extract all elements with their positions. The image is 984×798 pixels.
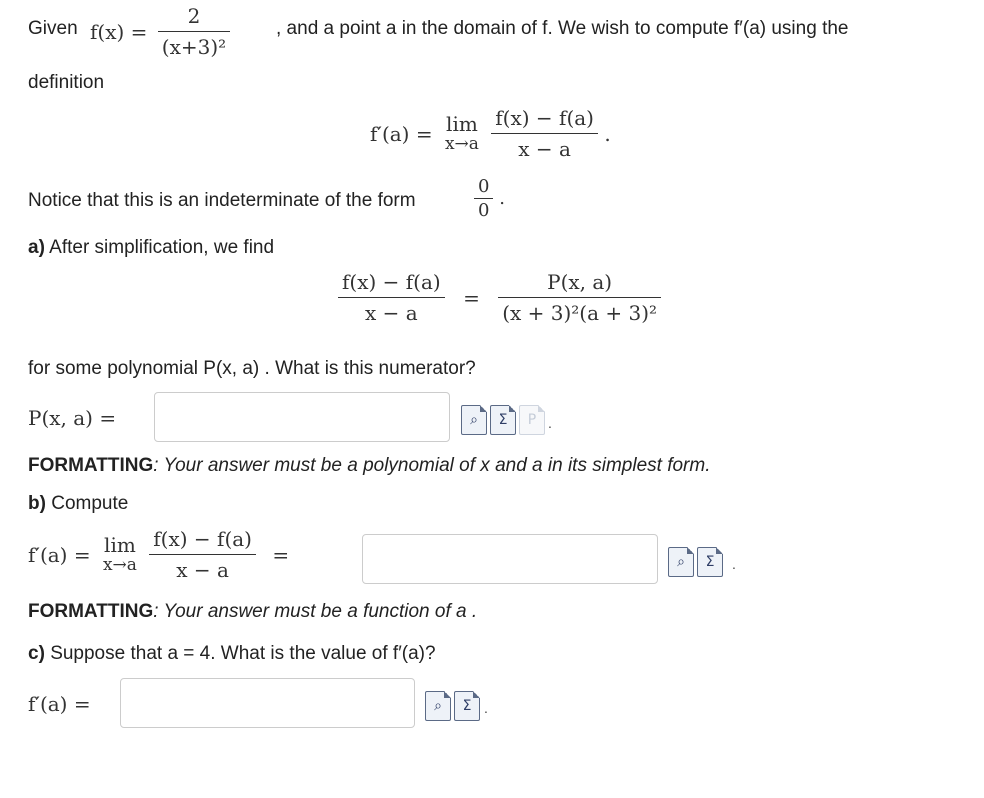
- part-c-period: .: [484, 700, 488, 716]
- part-b-formatting-text: : Your answer must be a function of a .: [153, 601, 478, 622]
- definition-fraction-bar: [491, 133, 598, 134]
- part-a-input-label: P(x, a) =: [28, 406, 117, 430]
- part-b-formatting-label: FORMATTING: [28, 601, 154, 622]
- indeterminate-num: 0: [478, 176, 490, 197]
- p-answer-input[interactable]: [154, 392, 450, 442]
- part-a-label: a): [28, 237, 45, 258]
- part-b-heading: [28, 493, 128, 515]
- part-a-heading: [28, 237, 274, 259]
- part-b-equals: =: [272, 542, 290, 567]
- part-b-denominator: x − a: [176, 558, 229, 582]
- part-a-formatting-label: FORMATTING: [28, 455, 154, 476]
- sigma-glyph: Σ: [705, 554, 715, 570]
- definition-lim-sub: x→a: [444, 134, 479, 154]
- part-a-equals: =: [463, 285, 480, 310]
- part-a-lhs-fraction: [338, 270, 445, 325]
- part-b-fraction-bar: [149, 554, 256, 555]
- definition-lhs: f′(a) =: [370, 121, 433, 146]
- part-a-lhs-bar: [338, 297, 445, 298]
- fx-lhs: f(x) =: [90, 19, 148, 44]
- p-glyph: P: [527, 412, 537, 428]
- preview-glyph: ⌕: [434, 698, 442, 714]
- part-a-rhs-fraction: [498, 270, 661, 325]
- part-a-lhs-denominator: x − a: [365, 301, 418, 325]
- indeterminate-bar: [474, 198, 493, 199]
- equation-editor-icon[interactable]: [454, 691, 480, 721]
- part-c-label: c): [28, 643, 45, 664]
- part-a-formatting-text: : Your answer must be a polynomial of x and a in its simplest form.: [153, 455, 711, 476]
- part-c-text: Suppose that a = 4. What is the value of f′(a)?: [50, 643, 436, 664]
- part-b-limit: [103, 535, 137, 574]
- part-a-rhs-denominator: (x + 3)²(a + 3)²: [502, 301, 658, 325]
- indeterminate-text: Notice that this is an indeterminate of the form: [28, 190, 416, 211]
- part-b-numerator: f(x) − f(a): [153, 527, 252, 551]
- sigma-glyph: Σ: [462, 698, 472, 714]
- part-a-text: After simplification, we find: [49, 237, 275, 258]
- zero-over-zero: [474, 176, 493, 221]
- intro-text: , and a point a in the domain of f. We wish to compute f′(a) using the: [276, 18, 849, 39]
- parse-icon[interactable]: [519, 405, 545, 435]
- part-b-text: Compute: [51, 493, 129, 514]
- equation-editor-icon[interactable]: [697, 547, 723, 577]
- indeterminate-form: [474, 176, 505, 221]
- fx-definition: [90, 4, 230, 59]
- intro-given-text: Given: [28, 18, 78, 39]
- part-b-formatting: [28, 601, 477, 623]
- indeterminate-period: .: [499, 188, 505, 209]
- preview-glyph: ⌕: [470, 412, 478, 428]
- sigma-glyph: Σ: [498, 412, 508, 428]
- indeterminate-den: 0: [478, 200, 490, 221]
- part-a-rhs-numerator: P(x, a): [547, 270, 613, 294]
- definition-limit: [445, 114, 479, 153]
- definition-denominator: x − a: [518, 137, 571, 161]
- fx-fraction-bar: [158, 31, 230, 32]
- preview-icon[interactable]: [425, 691, 451, 721]
- part-a-lhs-numerator: f(x) − f(a): [342, 270, 441, 294]
- part-c-input-label: f′(a) =: [28, 692, 91, 716]
- equation-editor-icon[interactable]: [490, 405, 516, 435]
- part-b-label: b): [28, 493, 46, 514]
- part-a-question: for some polynomial P(x, a) . What is this numerator?: [28, 358, 476, 379]
- fx-denominator: (x+3)²: [161, 35, 227, 59]
- definition-lim-word: lim: [446, 112, 478, 136]
- preview-glyph: ⌕: [677, 554, 685, 570]
- preview-icon[interactable]: [461, 405, 487, 435]
- part-a-equation: [338, 270, 661, 325]
- definition-numerator: f(x) − f(a): [495, 106, 594, 130]
- intro-given: [28, 17, 78, 41]
- part-b-lhs: f′(a) =: [28, 542, 91, 567]
- definition-period: .: [604, 121, 611, 146]
- fx-numerator: 2: [187, 4, 201, 28]
- part-a-formatting: [28, 455, 710, 477]
- derivative-answer-input[interactable]: [362, 534, 658, 584]
- fx-fraction: [158, 4, 230, 59]
- part-b-period: .: [732, 556, 736, 572]
- definition-equation: [370, 106, 611, 161]
- part-c-heading: [28, 643, 436, 665]
- intro-line2: definition: [28, 72, 105, 93]
- part-b-equation: [28, 527, 289, 582]
- part-b-lim-word: lim: [104, 533, 136, 557]
- part-a-period: .: [548, 415, 552, 431]
- part-b-fraction: [149, 527, 256, 582]
- preview-icon[interactable]: [668, 547, 694, 577]
- definition-fraction: [491, 106, 598, 161]
- part-a-rhs-bar: [498, 297, 661, 298]
- value-answer-input[interactable]: [120, 678, 415, 728]
- part-b-lim-sub: x→a: [102, 555, 137, 575]
